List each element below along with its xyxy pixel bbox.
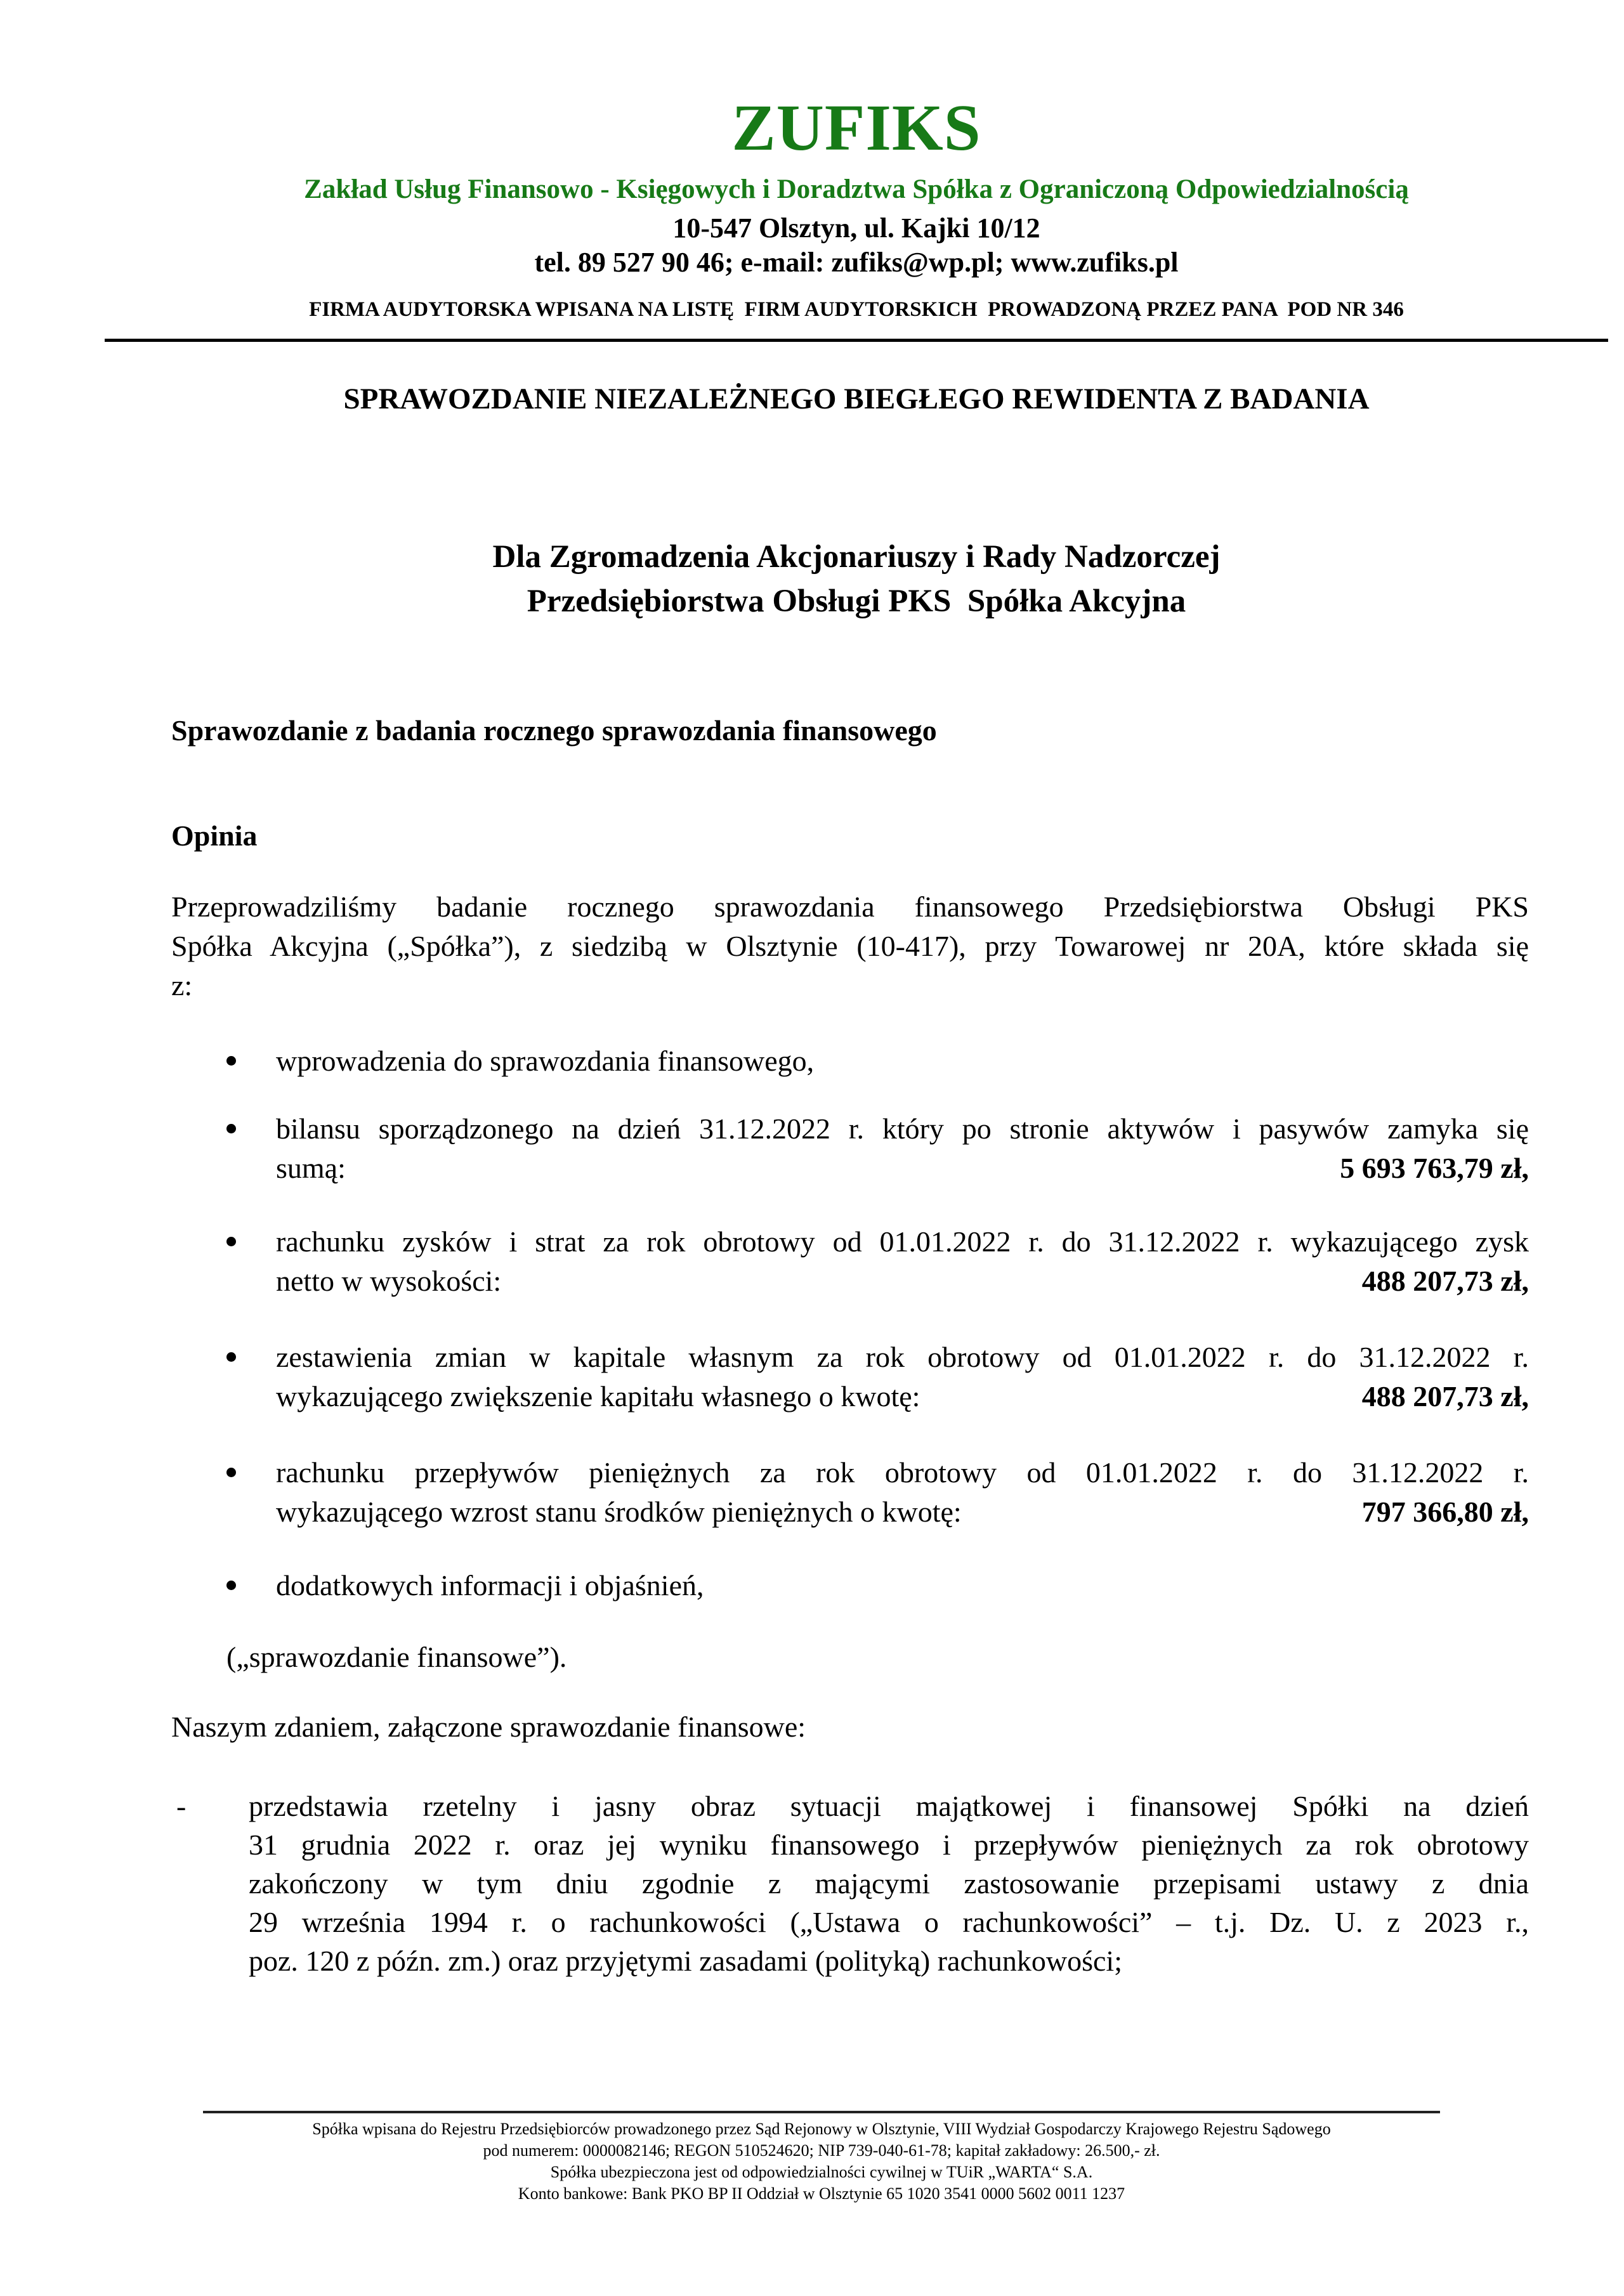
footer-insurance-line: Spółka ubezpieczona jest od odpowiedzialności cywilnej w TUiR „WARTA“ S.A. — [550, 2163, 1093, 2181]
bullet-text: wprowadzenia do sprawozdania finansowego, — [276, 1045, 815, 1077]
dash-line-3: zakończony w tym dniu zgodnie z mającymi zastosowanie przepisami ustawy z dnia — [249, 1867, 1529, 1900]
bullet-text: dodatkowych informacji i objaśnień, — [276, 1569, 704, 1601]
dash-line-1: przedstawia rzetelny i jasny obraz sytuacji majątkowej i finansowej Spółki na dzień — [249, 1790, 1529, 1822]
bullet-icon — [226, 1352, 236, 1362]
footer-divider — [203, 2111, 1440, 2113]
addressee-line-1: Dla Zgromadzenia Akcjonariuszy i Rady Nadzorczej — [492, 539, 1221, 575]
amount-value: 797 366,80 zł, — [1361, 1496, 1529, 1528]
bullet-icon — [226, 1056, 236, 1066]
section-heading: Sprawozdanie z badania rocznego sprawozdania finansowego — [171, 714, 937, 747]
list-item-equity-changes — [171, 1338, 1529, 1416]
list-item-balance-sheet — [171, 1109, 1529, 1188]
opinion-statement: Naszym zdaniem, załączone sprawozdanie finansowe: — [171, 1711, 806, 1743]
company-logo: ZUFIKS — [731, 91, 981, 164]
amount-value: 488 207,73 zł, — [1361, 1380, 1529, 1412]
addressee-block — [171, 535, 1542, 623]
addressee-line-2: Przedsiębiorstwa Obsługi PKS Spółka Akcyjna — [527, 584, 1186, 619]
opinion-heading: Opinia — [171, 819, 258, 852]
report-title: SPRAWOZDANIE NIEZALEŻNEGO BIEGŁEGO REWIDENTA Z BADANIA — [343, 382, 1370, 415]
intro-line-1: Przeprowadziliśmy badanie rocznego sprawozdania finansowego Przedsiębiorstwa Obsługi PKS — [171, 890, 1529, 923]
dash-line-4: 29 września 1994 r. o rachunkowości („Ustawa o rachunkowości” – t.j. Dz. U. z 2023 r., — [249, 1906, 1529, 1938]
bullet-text: zestawienia zmian w kapitale własnym za rok obrotowy od 01.01.2022 r. do 31.12.2022 r. — [276, 1341, 1529, 1373]
footer-registry-line: Spółka wpisana do Rejestru Przedsiębiorców prowadzonego przez Sąd Rejonowy w Olsztynie, VIII Wydział Gospodarczy Krajowego Rejestru Sądowego — [312, 2120, 1331, 2138]
bullet-text: rachunku przepływów pieniężnych za rok obrotowy od 01.01.2022 r. do 31.12.2022 r. — [276, 1456, 1529, 1489]
bullet-label: wykazującego wzrost stanu środków pieniężnych o kwotę: — [276, 1496, 962, 1528]
bullet-label: wykazującego zwiększenie kapitału własnego o kwotę: — [276, 1380, 920, 1412]
bullet-label: sumą: — [276, 1152, 346, 1184]
footer-block — [203, 2118, 1440, 2205]
intro-paragraph — [171, 887, 1529, 1005]
amount-value: 488 207,73 zł, — [1361, 1265, 1529, 1297]
dash-paragraph — [249, 1787, 1529, 1980]
bullet-text: bilansu sporządzonego na dzień 31.12.2022 r. który po stronie aktywów i pasywów zamyka się — [276, 1112, 1529, 1145]
bullet-icon — [226, 1468, 236, 1477]
bullet-icon — [226, 1581, 236, 1590]
list-item-introduction — [171, 1041, 1529, 1081]
intro-line-3: z: — [171, 969, 193, 1001]
footer-bank-line: Konto bankowe: Bank PKO BP II Oddział w Olsztynie 65 1020 3541 0000 5602 0011 1237 — [518, 2184, 1125, 2203]
closing-parenthetical: („sprawozdanie finansowe”). — [226, 1641, 567, 1673]
audit-registry-note: FIRMA AUDYTORSKA WPISANA NA LISTĘ FIRM AUDYTORSKICH PROWADZONĄ PRZEZ PANA POD NR 346 — [309, 298, 1404, 321]
company-address: 10-547 Olsztyn, ul. Kajki 10/12 — [672, 212, 1040, 244]
bullet-icon — [226, 1237, 236, 1246]
list-item-additional-info — [171, 1566, 1529, 1605]
company-subtitle: Zakład Usług Finansowo - Księgowych i Doradztwa Spółka z Ograniczoną Odpowiedzialnością — [304, 174, 1409, 204]
list-item-cash-flow — [171, 1453, 1529, 1532]
dash-line-5: poz. 120 z późn. zm.) oraz przyjętymi zasadami (polityką) rachunkowości; — [249, 1945, 1122, 1977]
list-item-profit-loss — [171, 1222, 1529, 1301]
bullet-text: rachunku zysków i strat za rok obrotowy od 01.01.2022 r. do 31.12.2022 r. wykazującego zysk — [276, 1225, 1529, 1258]
amount-value: 5 693 763,79 zł, — [1340, 1152, 1529, 1184]
bullet-label: netto w wysokości: — [276, 1265, 502, 1297]
header-divider — [105, 339, 1608, 342]
footer-numbers-line: pod numerem: 0000082146; REGON 510524620; NIP 739-040-61-78; kapitał zakładowy: 26.500,- zł. — [483, 2141, 1160, 2160]
bullet-icon — [226, 1124, 236, 1133]
intro-line-2: Spółka Akcyjna („Spółka”), z siedzibą w Olsztynie (10-417), przy Towarowej nr 20A, które składa się — [171, 930, 1529, 962]
company-contact: tel. 89 527 90 46; e-mail: zufiks@wp.pl; www.zufiks.pl — [534, 247, 1179, 278]
dash-line-2: 31 grudnia 2022 r. oraz jej wyniku finansowego i przepływów pieniężnych za rok obrotowy — [249, 1829, 1529, 1861]
dash-bullet: - — [176, 1790, 187, 1822]
